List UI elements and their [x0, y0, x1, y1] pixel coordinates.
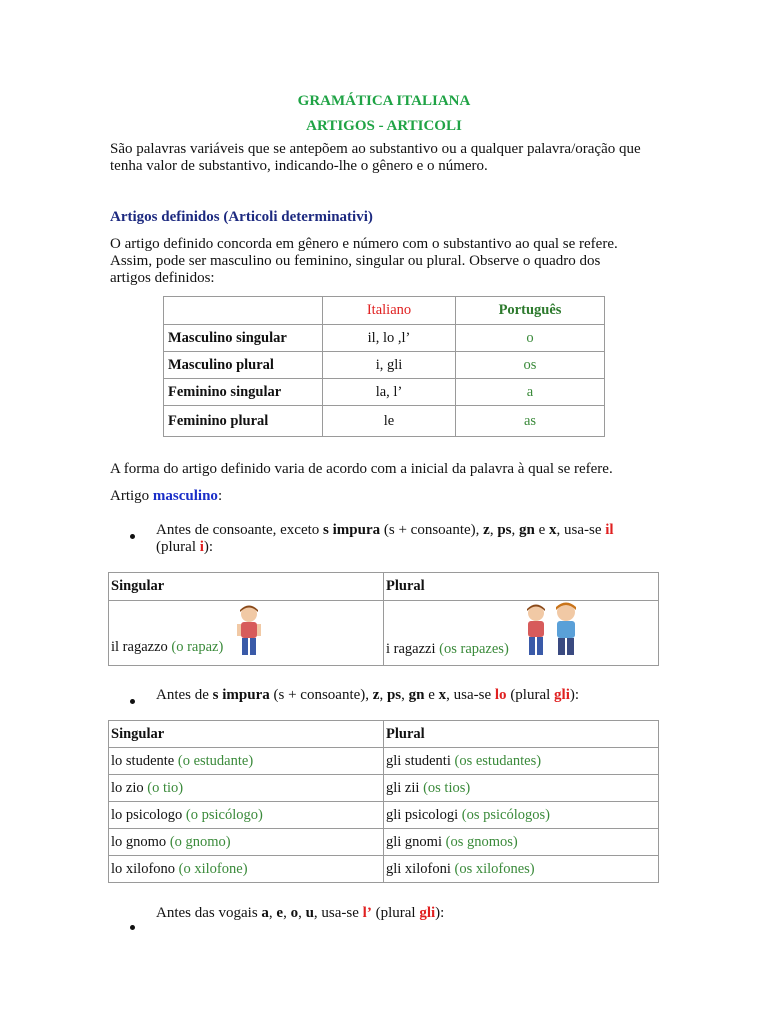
text: ):	[435, 905, 445, 921]
article-il: il	[605, 522, 614, 538]
bullet-dot	[130, 918, 135, 935]
bold-term: x	[438, 687, 447, 703]
text: e	[534, 522, 550, 538]
italian-word: gli gnomi	[386, 833, 442, 850]
text: ,	[511, 522, 519, 538]
article-gli: gli	[554, 687, 570, 703]
table-header-row	[109, 721, 659, 748]
text: ,	[379, 687, 387, 703]
text: Antes de	[156, 687, 213, 703]
cell-plural	[384, 775, 659, 802]
cell-singular	[109, 601, 384, 666]
bullet-dot	[130, 692, 135, 709]
table-row	[109, 775, 659, 802]
bold-term: z	[372, 687, 380, 703]
definidos-line: Assim, pode ser masculino ou feminino, singular ou plural. Observe o quadro dos	[110, 253, 601, 269]
italian-word: lo zio	[111, 779, 144, 796]
italian-word: gli psicologi	[386, 806, 459, 823]
italian-word: gli xilofoni	[386, 860, 451, 877]
portuguese-translation: (o psicólogo)	[185, 806, 263, 823]
text: Artigo	[110, 488, 153, 504]
section-heading-definidos: Artigos definidos (Articoli determinativi)	[110, 209, 373, 225]
row-label: Masculino plural	[164, 352, 323, 379]
header-singular: Singular	[109, 573, 384, 601]
lo-example-table	[108, 720, 659, 883]
cell-portugues: os	[456, 352, 605, 379]
table-header-portugues: Português	[456, 297, 605, 325]
bold-term: x	[549, 522, 557, 538]
table-row	[109, 856, 659, 883]
cell-italiano: i, gli	[323, 352, 456, 379]
bullet-2-text	[156, 687, 666, 704]
cell-portugues: as	[456, 406, 605, 437]
cell-text	[111, 639, 223, 656]
page-subtitle: ARTIGOS - ARTICOLI	[306, 118, 462, 134]
header-singular: Singular	[109, 721, 384, 748]
bold-term: s impura	[212, 687, 270, 703]
cell-singular	[109, 802, 384, 829]
bold-term: gn	[519, 522, 535, 538]
bold-term: a	[261, 905, 269, 921]
cell-plural	[384, 856, 659, 883]
table-row	[164, 379, 605, 406]
portuguese-translation: (o xilofone)	[178, 860, 248, 877]
bold-term: o	[290, 905, 299, 921]
bold-term: u	[305, 905, 314, 921]
portuguese-translation: (os xilofones)	[454, 860, 535, 877]
article-lo: lo	[494, 687, 507, 703]
cell-plural	[384, 748, 659, 775]
page-title: GRAMÁTICA ITALIANA	[297, 93, 471, 109]
portuguese-translation: (os rapazes)	[439, 641, 509, 657]
cell-plural	[384, 829, 659, 856]
cell-portugues: o	[456, 325, 605, 352]
boy-icon	[231, 603, 267, 659]
table-cell-empty	[164, 297, 323, 325]
definidos-line: O artigo definido concorda em gênero e número com o substantivo ao qual se refere.	[110, 236, 618, 252]
italian-word: lo studente	[111, 752, 175, 769]
table-row	[109, 748, 659, 775]
intro-line: São palavras variáveis que se antepõem ao substantivo ou a qualquer palavra/oração que	[110, 141, 641, 157]
text: ,	[298, 905, 306, 921]
cell-plural	[384, 601, 659, 666]
table-header-row	[109, 573, 659, 601]
cell-singular	[109, 856, 384, 883]
portuguese-translation: (os gnomos)	[445, 833, 518, 850]
bullet-line	[156, 539, 666, 556]
italian-word: gli studenti	[386, 752, 451, 769]
text: e	[424, 687, 439, 703]
bold-term: e	[276, 905, 284, 921]
cell-singular	[109, 775, 384, 802]
row-label: Feminino plural	[164, 406, 323, 437]
row-label: Masculino singular	[164, 325, 323, 352]
il-example-table	[108, 572, 659, 666]
article-l: l’	[362, 905, 372, 921]
cell-italiano: il, lo ,l’	[323, 325, 456, 352]
table-row	[164, 325, 605, 352]
portuguese-translation: (o rapaz)	[171, 639, 224, 655]
bold-term: ps	[386, 687, 402, 703]
text: (plural	[371, 905, 420, 921]
bullet-1-text	[156, 522, 666, 556]
bullet-dot	[130, 527, 135, 544]
bold-term: s impura	[323, 522, 381, 538]
cell-italiano: le	[323, 406, 456, 437]
artigo-masculino-line	[110, 488, 670, 505]
italian-word: i ragazzi	[386, 641, 436, 657]
table-header-italiano: Italiano	[323, 297, 456, 325]
table-row	[109, 802, 659, 829]
text: , usa-se	[446, 687, 495, 703]
intro-line: tenha valor de substantivo, indicando-lhe o gênero e o número.	[110, 158, 488, 174]
text: Antes das vogais	[156, 905, 262, 921]
text: ,	[268, 905, 277, 921]
portuguese-translation: (o estudante)	[177, 752, 254, 769]
article-i: i	[199, 539, 204, 555]
cell-singular	[109, 829, 384, 856]
text: (s + consoante),	[269, 687, 373, 703]
italian-word: gli zii	[386, 779, 420, 796]
table-row	[164, 406, 605, 437]
bullet-line	[156, 522, 666, 539]
portuguese-translation: (o tio)	[147, 779, 184, 796]
articles-table	[163, 296, 605, 437]
portuguese-translation: (o gnomo)	[169, 833, 231, 850]
portuguese-translation: (os psicólogos)	[461, 806, 550, 823]
cell-text	[386, 641, 509, 658]
text: , usa-se	[556, 522, 606, 538]
italian-word: il ragazzo	[111, 639, 168, 655]
bold-term: gn	[408, 687, 425, 703]
portuguese-translation: (os tios)	[423, 779, 471, 796]
portuguese-translation: (os estudantes)	[454, 752, 542, 769]
definidos-paragraph	[110, 236, 670, 287]
row-label: Feminino singular	[164, 379, 323, 406]
text: ,	[283, 905, 291, 921]
table-row	[109, 601, 659, 666]
text: (plural	[156, 539, 200, 555]
bold-term: ps	[497, 522, 512, 538]
table-row	[164, 352, 605, 379]
text: ):	[203, 539, 214, 555]
text: , usa-se	[313, 905, 363, 921]
header-plural: Plural	[384, 573, 659, 601]
table-header-row	[164, 297, 605, 325]
text: Antes de consoante, exceto	[156, 522, 324, 538]
text: (s + consoante),	[380, 522, 484, 538]
bullet-3-text	[156, 905, 666, 922]
boys-icon	[516, 601, 588, 659]
forma-paragraph: A forma do artigo definido varia de acordo com a inicial da palavra à qual se refere.	[110, 461, 613, 477]
text: ,	[489, 522, 498, 538]
intro-paragraph	[110, 141, 670, 175]
cell-italiano: la, l’	[323, 379, 456, 406]
text: ):	[569, 687, 580, 703]
italian-word: lo gnomo	[111, 833, 167, 850]
article-gli: gli	[419, 905, 436, 921]
cell-plural	[384, 802, 659, 829]
highlight-masculino: masculino	[152, 488, 218, 504]
bold-term: z	[483, 522, 490, 538]
text: ,	[401, 687, 409, 703]
cell-singular	[109, 748, 384, 775]
definidos-line: artigos definidos:	[110, 270, 215, 286]
header-plural: Plural	[384, 721, 659, 748]
table-row	[109, 829, 659, 856]
text: :	[217, 488, 223, 504]
italian-word: lo psicologo	[111, 806, 183, 823]
text: (plural	[506, 687, 555, 703]
cell-portugues: a	[456, 379, 605, 406]
italian-word: lo xilofono	[111, 860, 176, 877]
